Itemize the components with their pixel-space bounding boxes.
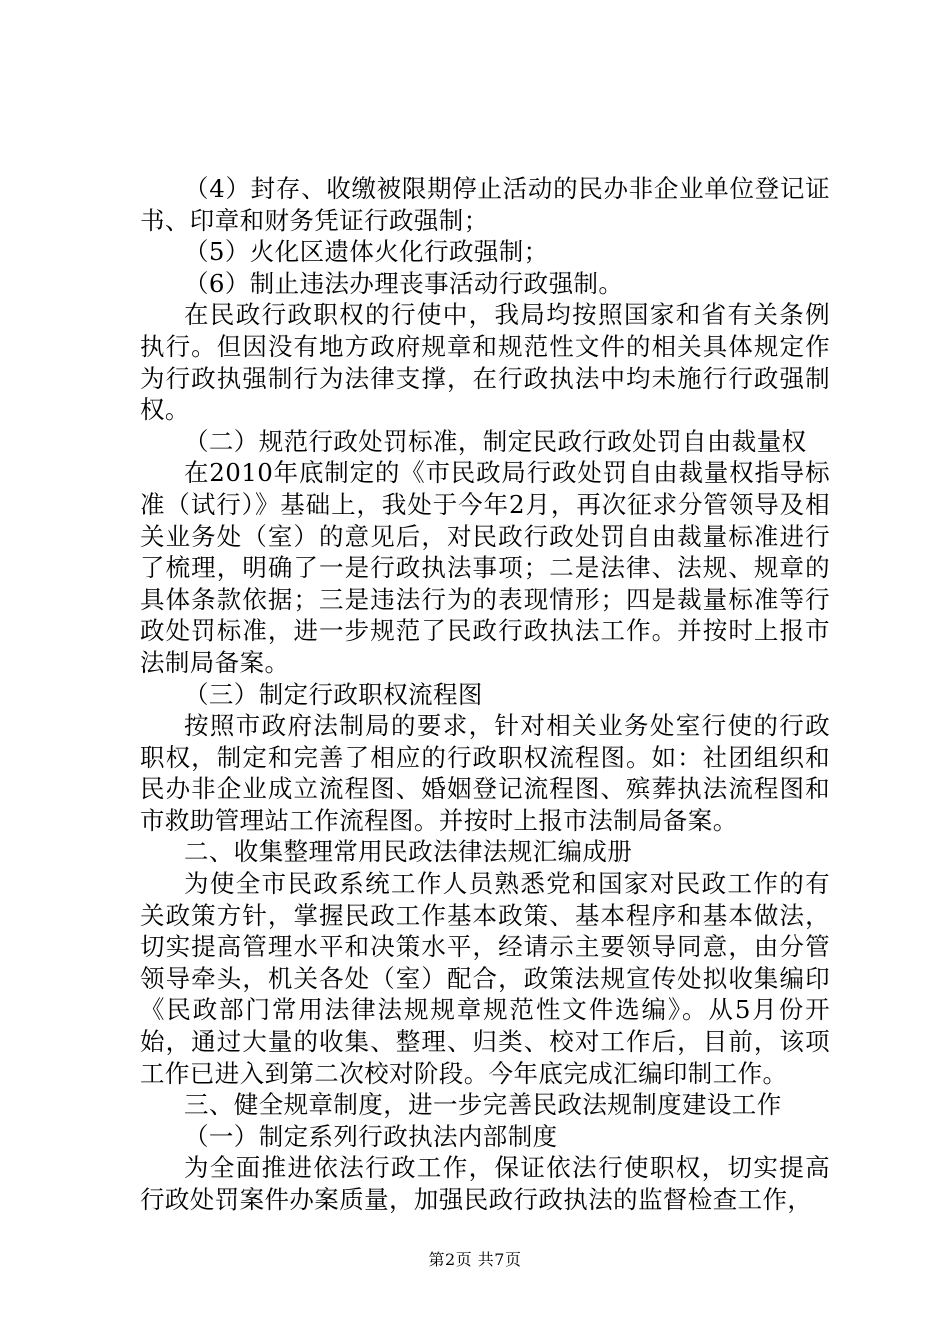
document-body bbox=[140, 173, 830, 1216]
section-heading-1: （一）制定系列行政执法内部制度 bbox=[184, 1121, 558, 1151]
section-heading-3: （三）制定行政职权流程图 bbox=[184, 679, 483, 709]
paragraph-internal-rules: 为全面推进依法行政工作，保证依法行使职权，切实提高行政处罚案件办案质量，加强民政行政执法的监督检查工作， bbox=[140, 1153, 830, 1214]
section-heading-2: （二）规范行政处罚标准，制定民政行政处罚自由裁量权 bbox=[184, 426, 807, 456]
paragraph-item-6-funeral: （6）制止违法办理丧事活动行政强制。 bbox=[184, 268, 624, 298]
page-footer: 第2页 共7页 bbox=[428, 1250, 522, 1269]
paragraph-item-4-seal: （4）封存、收缴被限期停止活动的民办非企业单位登记证书、印章和财务凭证行政强制； bbox=[140, 174, 830, 235]
chapter-heading-2: 二、收集整理常用民政法律法规汇编成册 bbox=[184, 837, 633, 867]
paragraph-discretion-standard: 在2010年底制定的《市民政局行政处罚自由裁量权指导标准（试行）》基础上，我处于今年2月，再次征求分管领导及相关业务处（室）的意见后，对民政行政处罚自由裁量标准进行了梳理，明确了一是行政执法事项；二是法律、法规、规章的具体条款依据；三是违法行为的表现情形；四是裁量标准等行政处罚标准，进一步规范了民政行政执法工作。并按时上报市法制局备案。 bbox=[140, 458, 830, 677]
paragraph-item-5-cremation: （5）火化区遗体火化行政强制； bbox=[184, 237, 549, 267]
paragraph-enforcement-note: 在民政行政职权的行使中，我局均按照国家和省有关条例执行。但因没有地方政府规章和规范性文件的相关具体规定作为行政执强制行为法律支撑，在行政执法中均未施行行政强制权。 bbox=[140, 300, 830, 425]
paragraph-flowcharts: 按照市政府法制局的要求，针对相关业务处室行使的行政职权，制定和完善了相应的行政职权流程图。如：社团组织和民办非企业成立流程图、婚姻登记流程图、殡葬执法流程图和市救助管理站工作流程图。并按时上报市法制局备案。 bbox=[140, 711, 830, 835]
paragraph-compilation: 为使全市民政系统工作人员熟悉党和国家对民政工作的有关政策方针，掌握民政工作基本政策、基本程序和基本做法，切实提高管理水平和决策水平，经请示主要领导同意，由分管领导牵头，机关各处（室）配合，政策法规宣传处拟收集编印《民政部门常用法律法规规章规范性文件选编》。从5月份开始，通过大量的收集、整理、归类、校对工作后，目前，该项工作已进入到第二次校对阶段。今年底完成汇编印制工作。 bbox=[140, 869, 830, 1088]
chapter-heading-3: 三、健全规章制度，进一步完善民政法规制度建设工作 bbox=[184, 1090, 782, 1120]
